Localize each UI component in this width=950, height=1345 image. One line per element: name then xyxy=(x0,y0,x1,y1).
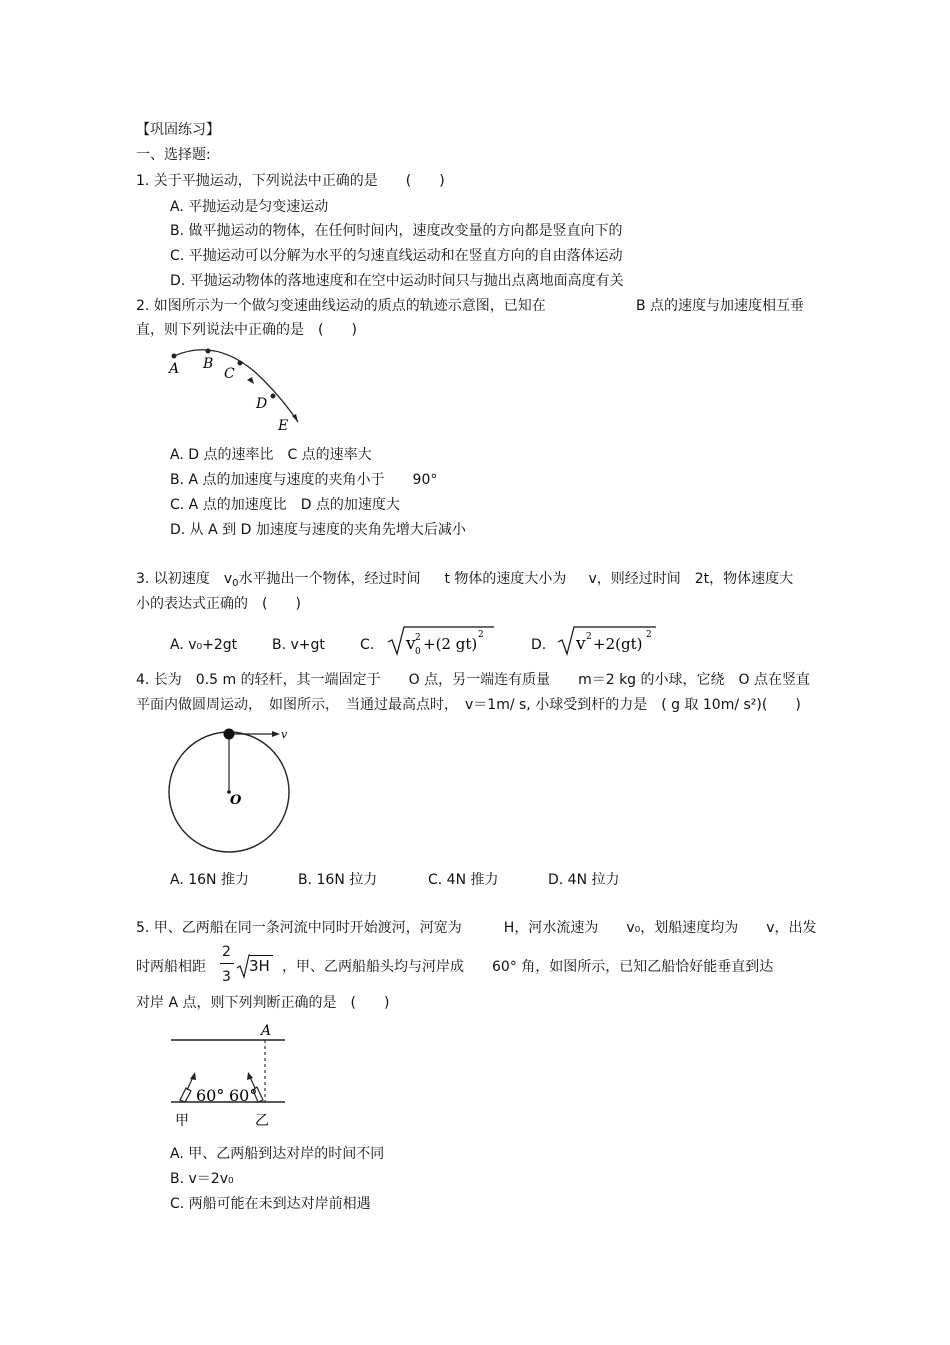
q4-option-d: D. 4N 拉力 xyxy=(548,872,620,888)
q2-option-b: B. A 点的加速度与速度的夹角小于 90° xyxy=(170,472,438,488)
q5-stem-line2-b: ，甲、乙两船船头均与河岸成 60° 角，如图所示，已知乙船恰好能垂直到达 xyxy=(282,959,774,975)
q3-option-c-label: C. xyxy=(360,637,375,653)
q1-option-a: A. 平抛运动是匀变速运动 xyxy=(170,199,329,215)
q3-option-d-label: D. xyxy=(531,637,547,653)
q3-option-d-formula xyxy=(556,624,660,656)
q5-option-a: A. 甲、乙两船到达对岸的时间不同 xyxy=(170,1146,385,1162)
q2-option-c: C. A 点的加速度比 D 点的加速度大 xyxy=(170,497,400,513)
formula-d-sup: 2 xyxy=(586,632,592,642)
formula-d-sup2: 2 xyxy=(646,630,652,640)
q4-option-a: A. 16N 推力 xyxy=(170,872,249,888)
q5-option-c: C. 两船可能在未到达对岸前相遇 xyxy=(170,1196,371,1212)
label-v: v xyxy=(281,728,288,741)
label-a: A xyxy=(261,1023,272,1039)
part-title: 一、选择题: xyxy=(136,147,211,163)
q5-option-b: B. v＝2v₀ xyxy=(170,1171,234,1187)
formula-sup2: 2 xyxy=(478,630,484,640)
q5-sqrt-overline xyxy=(249,955,273,956)
q3-stem-t: t 物体的速度大小为 xyxy=(444,571,567,587)
q5-river-figure xyxy=(165,1018,290,1133)
boat-yi-arrowhead xyxy=(247,1072,253,1080)
q5-stem-line1: 5. 甲、乙两船在同一条河流中同时开始渡河，河宽为 H，河水流速为 v₀，划船速度均为 v，出发 xyxy=(136,920,817,936)
formula-d-rest: +2(gt) xyxy=(593,635,643,653)
trajectory-arrow xyxy=(247,377,254,384)
label-d: D xyxy=(256,396,268,412)
q4-option-b: B. 16N 拉力 xyxy=(298,872,378,888)
label-c: C xyxy=(224,366,235,382)
point-b xyxy=(206,349,211,354)
section-title: 【巩固练习】 xyxy=(136,122,220,138)
q3-v0-symbol: v xyxy=(223,571,233,587)
q1-stem: 1. 关于平抛运动，下列说法中正确的是 ( ) xyxy=(136,173,445,189)
q2-stem-line2: 直，则下列说法中正确的是 ( ) xyxy=(136,322,357,338)
q3-stem-b: 水平抛出一个物体，经过时间 xyxy=(238,571,421,587)
q4-stem-line1: 4. 长为 0.5 m 的轻杆，其一端固定于 O 点，另一端连有质量 m＝2 kg 的小球，它绕 O 点在竖直 xyxy=(136,672,810,688)
q1-option-d: D. 平抛运动物体的落地速度和在空中运动时间只与抛出点离地面高度有关 xyxy=(170,273,624,289)
q4-option-c: C. 4N 推力 xyxy=(428,872,499,888)
point-c xyxy=(238,361,243,366)
label-e: E xyxy=(278,418,289,434)
q3-stem-line1 xyxy=(136,570,793,593)
q4-circle-figure xyxy=(160,722,300,857)
q3-option-a: A. v₀+2gt xyxy=(170,637,238,653)
q2-trajectory-figure xyxy=(160,340,310,435)
label-yi: 乙 xyxy=(255,1113,269,1129)
q5-sqrt-sign xyxy=(236,953,250,979)
q3-v0 xyxy=(224,571,239,587)
point-a xyxy=(172,354,177,359)
point-d xyxy=(271,394,276,399)
formula-rest: +(2 gt) xyxy=(423,635,478,653)
q2-stem-left: 2. 如图所示为一个做匀变速曲线运动的质点的轨迹示意图，已知在 xyxy=(136,298,546,314)
boat-jia-arrowhead xyxy=(190,1072,196,1080)
trajectory-curve xyxy=(174,350,298,422)
q2-option-a: A. D 点的速率比 C 点的速率大 xyxy=(170,447,372,463)
formula-sup: 2 xyxy=(415,633,421,643)
q2-option-d: D. 从 A 到 D 加速度与速度的夹角先增大后减小 xyxy=(170,522,466,538)
q3-option-c-formula xyxy=(386,624,496,656)
velocity-arrowhead xyxy=(272,731,280,737)
q1-option-c: C. 平抛运动可以分解为水平的匀速直线运动和在竖直方向的自由落体运动 xyxy=(170,248,623,264)
formula-d-v: v xyxy=(576,634,586,654)
angle-yi: 60° xyxy=(229,1086,258,1105)
label-a: A xyxy=(169,361,180,377)
q5-frac-den: 3 xyxy=(222,969,231,985)
q5-sqrt-body: 3H xyxy=(249,957,270,975)
label-b: B xyxy=(203,356,214,372)
q5-stem-line2-a: 时两船相距 xyxy=(136,959,206,975)
q5-frac-bar xyxy=(220,963,234,964)
q3-stem-line2: 小的表达式正确的 ( ) xyxy=(136,596,301,612)
formula-sub: 0 xyxy=(415,647,421,656)
q3-stem-2t: 2t，物体速度大 xyxy=(694,571,794,587)
q3-stem-v: v，则经过时间 xyxy=(588,571,681,587)
ball xyxy=(224,729,235,740)
label-jia: 甲 xyxy=(175,1113,189,1129)
q3-option-b: B. v+gt xyxy=(272,637,325,653)
boat-jia xyxy=(180,1088,191,1102)
formula-text: v xyxy=(406,634,416,654)
q3-stem-a: 3. 以初速度 xyxy=(136,571,210,587)
label-o: O xyxy=(230,793,242,808)
q3-v0-subscript: 0 xyxy=(232,578,239,589)
q5-stem-line3: 对岸 A 点，则下列判断正确的是 ( ) xyxy=(136,995,390,1011)
angle-jia: 60° xyxy=(196,1086,225,1105)
q2-stem-right: B 点的速度与加速度相互垂 xyxy=(636,298,805,314)
q1-option-b: B. 做平抛运动的物体，在任何时间内，速度改变量的方向都是竖直向下的 xyxy=(170,223,623,239)
q4-stem-line2: 平面内做圆周运动， 如图所示， 当通过最高点时， v＝1m/ s, 小球受到杆的力是 ( g 取 10m/ s²)( ) xyxy=(136,697,801,713)
q5-frac-num: 2 xyxy=(222,944,231,960)
